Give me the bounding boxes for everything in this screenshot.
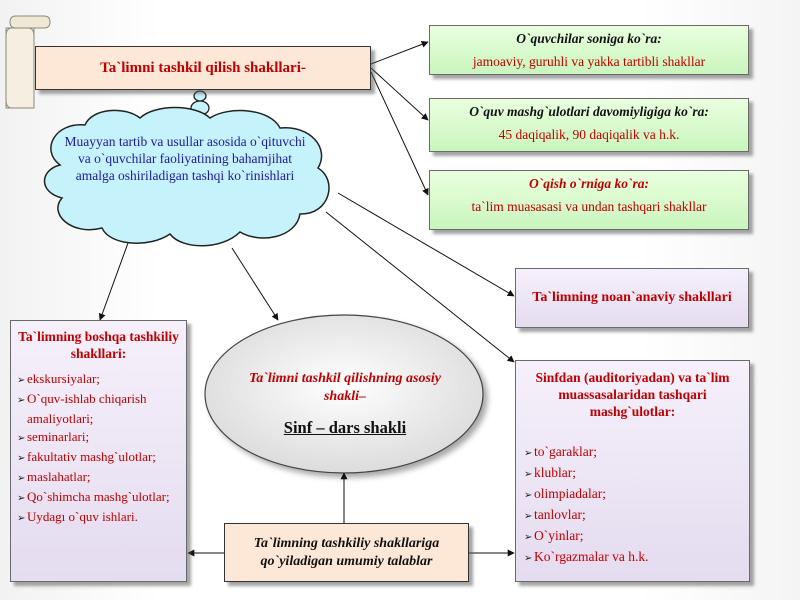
list-item: ➢ Qo`shimcha mashg`ulotlar; — [17, 488, 180, 508]
green-box-place — [429, 170, 749, 230]
green-box-sub: jamoaviy, guruhli va yakka tartibli shakllar — [472, 54, 706, 69]
noanaviy-box — [515, 268, 749, 328]
bullet-arrow-icon: ➢ — [524, 553, 533, 564]
arrow-title-to-green-1 — [371, 42, 428, 64]
extracurricular-box — [515, 360, 750, 582]
list-item: ➢ O`quv-ishlab chiqarish amaliyotlari; — [17, 391, 147, 426]
general-requirements-label: Ta`limning tashkiliy shakllariga qo`yiladigan umumiy talablar — [253, 535, 440, 569]
arrow-cloud-to-left-box — [100, 243, 128, 320]
main-title-box — [35, 46, 371, 90]
arrow-title-to-green-2 — [371, 68, 428, 120]
green-box-duration — [429, 98, 749, 152]
cloud-text: Muayyan tartib va usullar asosida o`qituvchi va o`quvchilar faoliyatining bahamjihat amalga oshiriladigan tashqi ko`rinishlari — [64, 134, 306, 183]
bullet-arrow-icon: ➢ — [17, 395, 26, 406]
other-forms-list — [17, 370, 180, 528]
bullet-arrow-icon: ➢ — [524, 532, 533, 543]
arrow-title-to-green-3 — [371, 72, 428, 195]
bullet-arrow-icon: ➢ — [524, 469, 533, 480]
list-item: ➢ seminarlari; — [17, 428, 180, 448]
list-item: ➢ fakultativ mashg`ulotlar; — [17, 448, 180, 468]
bullet-arrow-icon: ➢ — [524, 490, 533, 501]
green-box-head: O`quv mashg`ulotlari davomiyligiga ko`ra: — [469, 104, 709, 119]
oval-caption: Ta`limni tashkil qilishning asosiy shakli– — [248, 371, 442, 404]
bullet-arrow-icon: ➢ — [17, 433, 26, 444]
bullet-arrow-icon: ➢ — [524, 511, 533, 522]
list-item: ➢ O`yinlar; — [524, 526, 741, 547]
extracurricular-list — [524, 442, 741, 568]
bullet-arrow-icon: ➢ — [17, 513, 26, 524]
green-box-sub: ta`lim muasasasi va undan tashqari shakllar — [471, 199, 707, 214]
green-box-head: O`qish o`rniga ko`ra: — [528, 176, 649, 191]
general-requirements-box — [224, 523, 469, 582]
other-forms-head: Ta`limning boshqa tashkiliy shakllari: — [18, 329, 179, 361]
bullet-arrow-icon: ➢ — [17, 375, 26, 386]
noanaviy-label: Ta`limning noan`anaviy shakllari — [532, 290, 732, 305]
oval-main-form: Sinf – dars shakli — [283, 418, 407, 437]
bullet-arrow-icon: ➢ — [17, 453, 26, 464]
arrow-cloud-to-oval — [232, 248, 278, 320]
green-box-students-count — [429, 25, 749, 75]
bullet-arrow-icon: ➢ — [524, 448, 533, 459]
list-item: ➢ klublar; — [524, 463, 741, 484]
list-item: ➢ maslahatlar; — [17, 468, 180, 488]
list-item: ➢ to`garaklar; — [524, 442, 741, 463]
list-item: ➢ Uydagı o`quv ishlari. — [17, 508, 180, 528]
bullet-arrow-icon: ➢ — [17, 473, 26, 484]
extracurricular-head: Sinfdan (auditoriyadan) va ta`lim muassasalaridan tashqari mashg`ulotlar: — [535, 370, 730, 419]
bullet-arrow-icon: ➢ — [17, 493, 26, 504]
other-forms-box — [10, 320, 187, 582]
green-box-head: O`quvchilar soniga ko`ra: — [516, 31, 662, 46]
green-box-sub: 45 daqiqalik, 90 daqiqalik va h.k. — [498, 127, 680, 142]
list-item: ➢ ekskursiyalar; — [17, 370, 180, 390]
list-item: ➢ tanlovlar; — [524, 505, 741, 526]
main-title: Ta`limni tashkil qilish shakllari- — [100, 59, 306, 76]
list-item: ➢ olimpiadalar; — [524, 484, 741, 505]
list-item: ➢ Ko`rgazmalar va h.k. — [524, 547, 741, 568]
